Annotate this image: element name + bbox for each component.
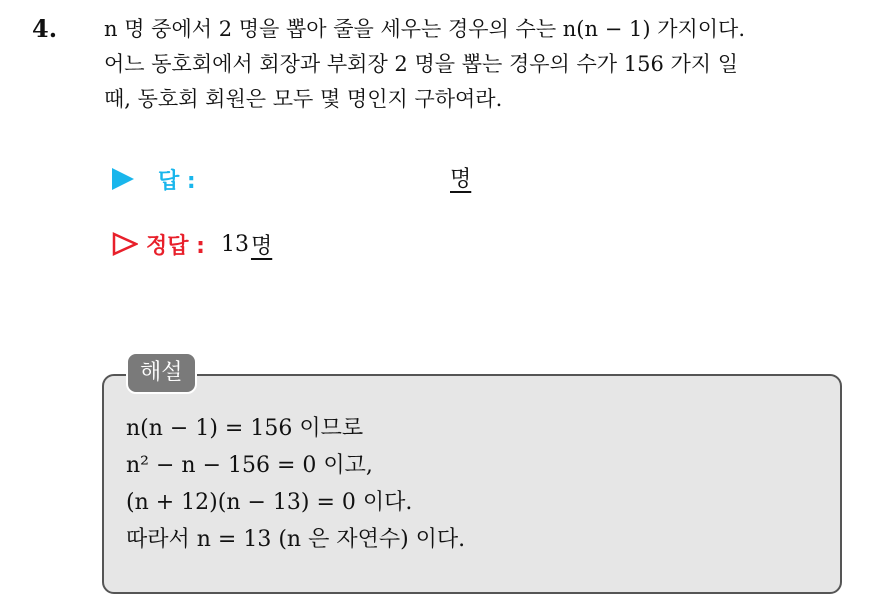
correct-answer-unit: 명 — [250, 233, 273, 259]
question-line: 어느 동호회에서 회장과 부회장 2 명을 뽑는 경우의 수가 156 가지 일 — [104, 52, 739, 76]
solution-line: n² − n − 156 = 0 이고, — [126, 453, 373, 478]
solution-line: 따라서 n = 13 (n 은 자연수) 이다. — [126, 527, 466, 552]
solution-tag: 해설 — [126, 352, 197, 394]
correct-answer-value: 13 — [220, 231, 249, 257]
question-number: 4. — [32, 14, 58, 43]
solution-line: (n + 12)(n − 13) = 0 이다. — [126, 490, 413, 515]
question-line: n 명 중에서 2 명을 뽑아 줄을 세우는 경우의 수는 n(n − 1) 가지이다. — [104, 17, 746, 41]
answer-label: 답 : — [158, 168, 196, 194]
solution-line: n(n − 1) = 156 이므로 — [126, 416, 364, 441]
outline-triangle-icon — [112, 232, 138, 256]
correct-answer-label: 정답 : — [146, 233, 205, 259]
filled-triangle-icon — [112, 168, 134, 190]
answer-row — [112, 162, 196, 196]
solution-text — [126, 410, 465, 558]
answer-unit: 명 — [450, 167, 472, 192]
correct-answer-row — [112, 226, 272, 262]
question-text — [104, 12, 874, 117]
question-line: 때, 동호회 회원은 모두 몇 명인지 구하여라. — [104, 87, 503, 111]
